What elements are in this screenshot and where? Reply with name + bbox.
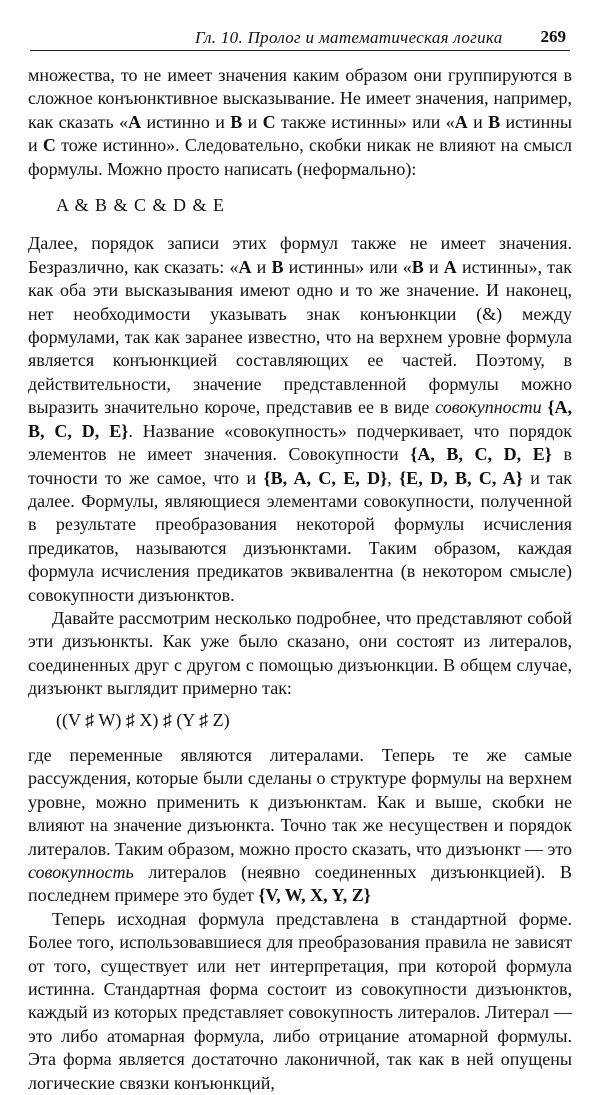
page-number: 269: [540, 27, 566, 46]
text: литералов (неявно соединенных дизъюнкцией). В последнем примере это будет: [28, 862, 572, 906]
paragraph-2: [28, 232, 572, 607]
text: также истинны» или «: [275, 111, 455, 132]
var: B: [411, 256, 424, 277]
header-rule: [30, 50, 570, 51]
text: и: [423, 256, 444, 277]
text: в точности то же самое, что и: [28, 444, 572, 488]
paragraph-1: [28, 64, 572, 181]
text: истинны» или «: [283, 256, 412, 277]
set: {V, W, X, Y, Z}: [258, 885, 371, 906]
paragraph-3: Давайте рассмотрим несколько подробнее, что представляют собой эти дизъюнкты. Как уже было сказано, они состоят из литералов, соединенных друг с другом с помощью дизъюнкции. В общем случае, дизъюнкт выглядит примерно так:: [28, 607, 572, 699]
text: истинны», так как оба эти высказывания имеют одно и то же значение. И наконец, нет необходимости указывать знак конъюнкции (&) между формулами, так как заранее известно, что на верхнем уровне формула является конъюнкцией составляющих ее частей. Поэтому, в действительности, значение представленной формулы можно выразить значительно короче, представив ее в виде: [28, 256, 572, 418]
paragraph-4: [28, 744, 572, 908]
var: A: [443, 256, 457, 277]
set: {E, D, B, C, A}: [399, 467, 523, 488]
chapter-title: Гл. 10. Пролог и математическая логика: [195, 28, 503, 47]
text: ,: [387, 467, 400, 488]
text: истинно и: [141, 111, 231, 132]
emphasis: совокупность: [28, 862, 134, 882]
page-body: [28, 64, 572, 1095]
var: C: [42, 135, 56, 156]
text: и: [251, 256, 272, 277]
set: {B, A, C, E, D}: [263, 467, 388, 488]
text: Далее, порядок записи этих формул также не имеет значения. Безразлично, как сказать: «: [28, 233, 572, 277]
emphasis: совокупности: [435, 397, 542, 418]
var: A: [128, 111, 142, 132]
text: и так далее. Формулы, являющиеся элементами совокупности, полученной в результате преобразования некоторой формулы исчисления предикатов, называются дизъюнктами. Таким образом, каждая формула исчисления предикатов эквивалентна (в некотором смысле) совокупности дизъюнктов.: [28, 467, 573, 605]
var: B: [271, 256, 284, 277]
var: C: [262, 111, 276, 132]
text: и: [467, 111, 489, 132]
var: A: [238, 256, 252, 277]
var: B: [230, 111, 243, 132]
paragraph-5: Теперь исходная формула представлена в стандартной форме. Более того, использовавшиеся для преобразования правила не зависят от того, существует или нет интерпретация, при которой формула истинна. Стандартная форма состоит из совокупности дизъюнктов, каждый из которых представляет совокупность литералов. Литерал — это либо атомарная формула, либо отрицание атомарной формулы. Эта форма является достаточно лаконичной, так как в ней опущены логические связки конъюнкций,: [28, 908, 572, 1093]
text: тоже истинно». Следовательно, скобки никак не влияют на смысл формулы. Можно просто написать (неформально):: [28, 135, 572, 179]
var: B: [488, 111, 501, 132]
text: множества, то не имеет значения каким образом они группируются в сложное конъюнктивное высказывание. Не имеет значения, например, как сказать «: [28, 65, 572, 132]
text: где переменные являются литералами. Теперь те же самые рассуждения, которые были сделаны о структуре формулы на верхнем уровне, можно применить к дизъюнктам. Как и выше, скобки не влияют на значение дизъюнкта. Точно так же несуществен и порядок литералов. Таким образом, можно просто сказать, что дизъюнкт — это: [28, 744, 572, 859]
formula-conjunction: A & B & C & D & E: [56, 195, 226, 216]
formula-disjunct: ((V ♯ W) ♯ X) ♯ (Y ♯ Z): [56, 709, 230, 730]
text: . Название «совокупность» подчеркивает, что порядок элементов не имеет значения. Совокупности: [28, 420, 572, 465]
var: A: [454, 111, 468, 132]
running-header: [30, 28, 570, 52]
set: {A, B, C, D, E}: [410, 444, 552, 465]
set: {A, B, C, D, E}: [28, 397, 572, 441]
text: истинны и: [28, 111, 572, 156]
text: и: [242, 111, 263, 132]
